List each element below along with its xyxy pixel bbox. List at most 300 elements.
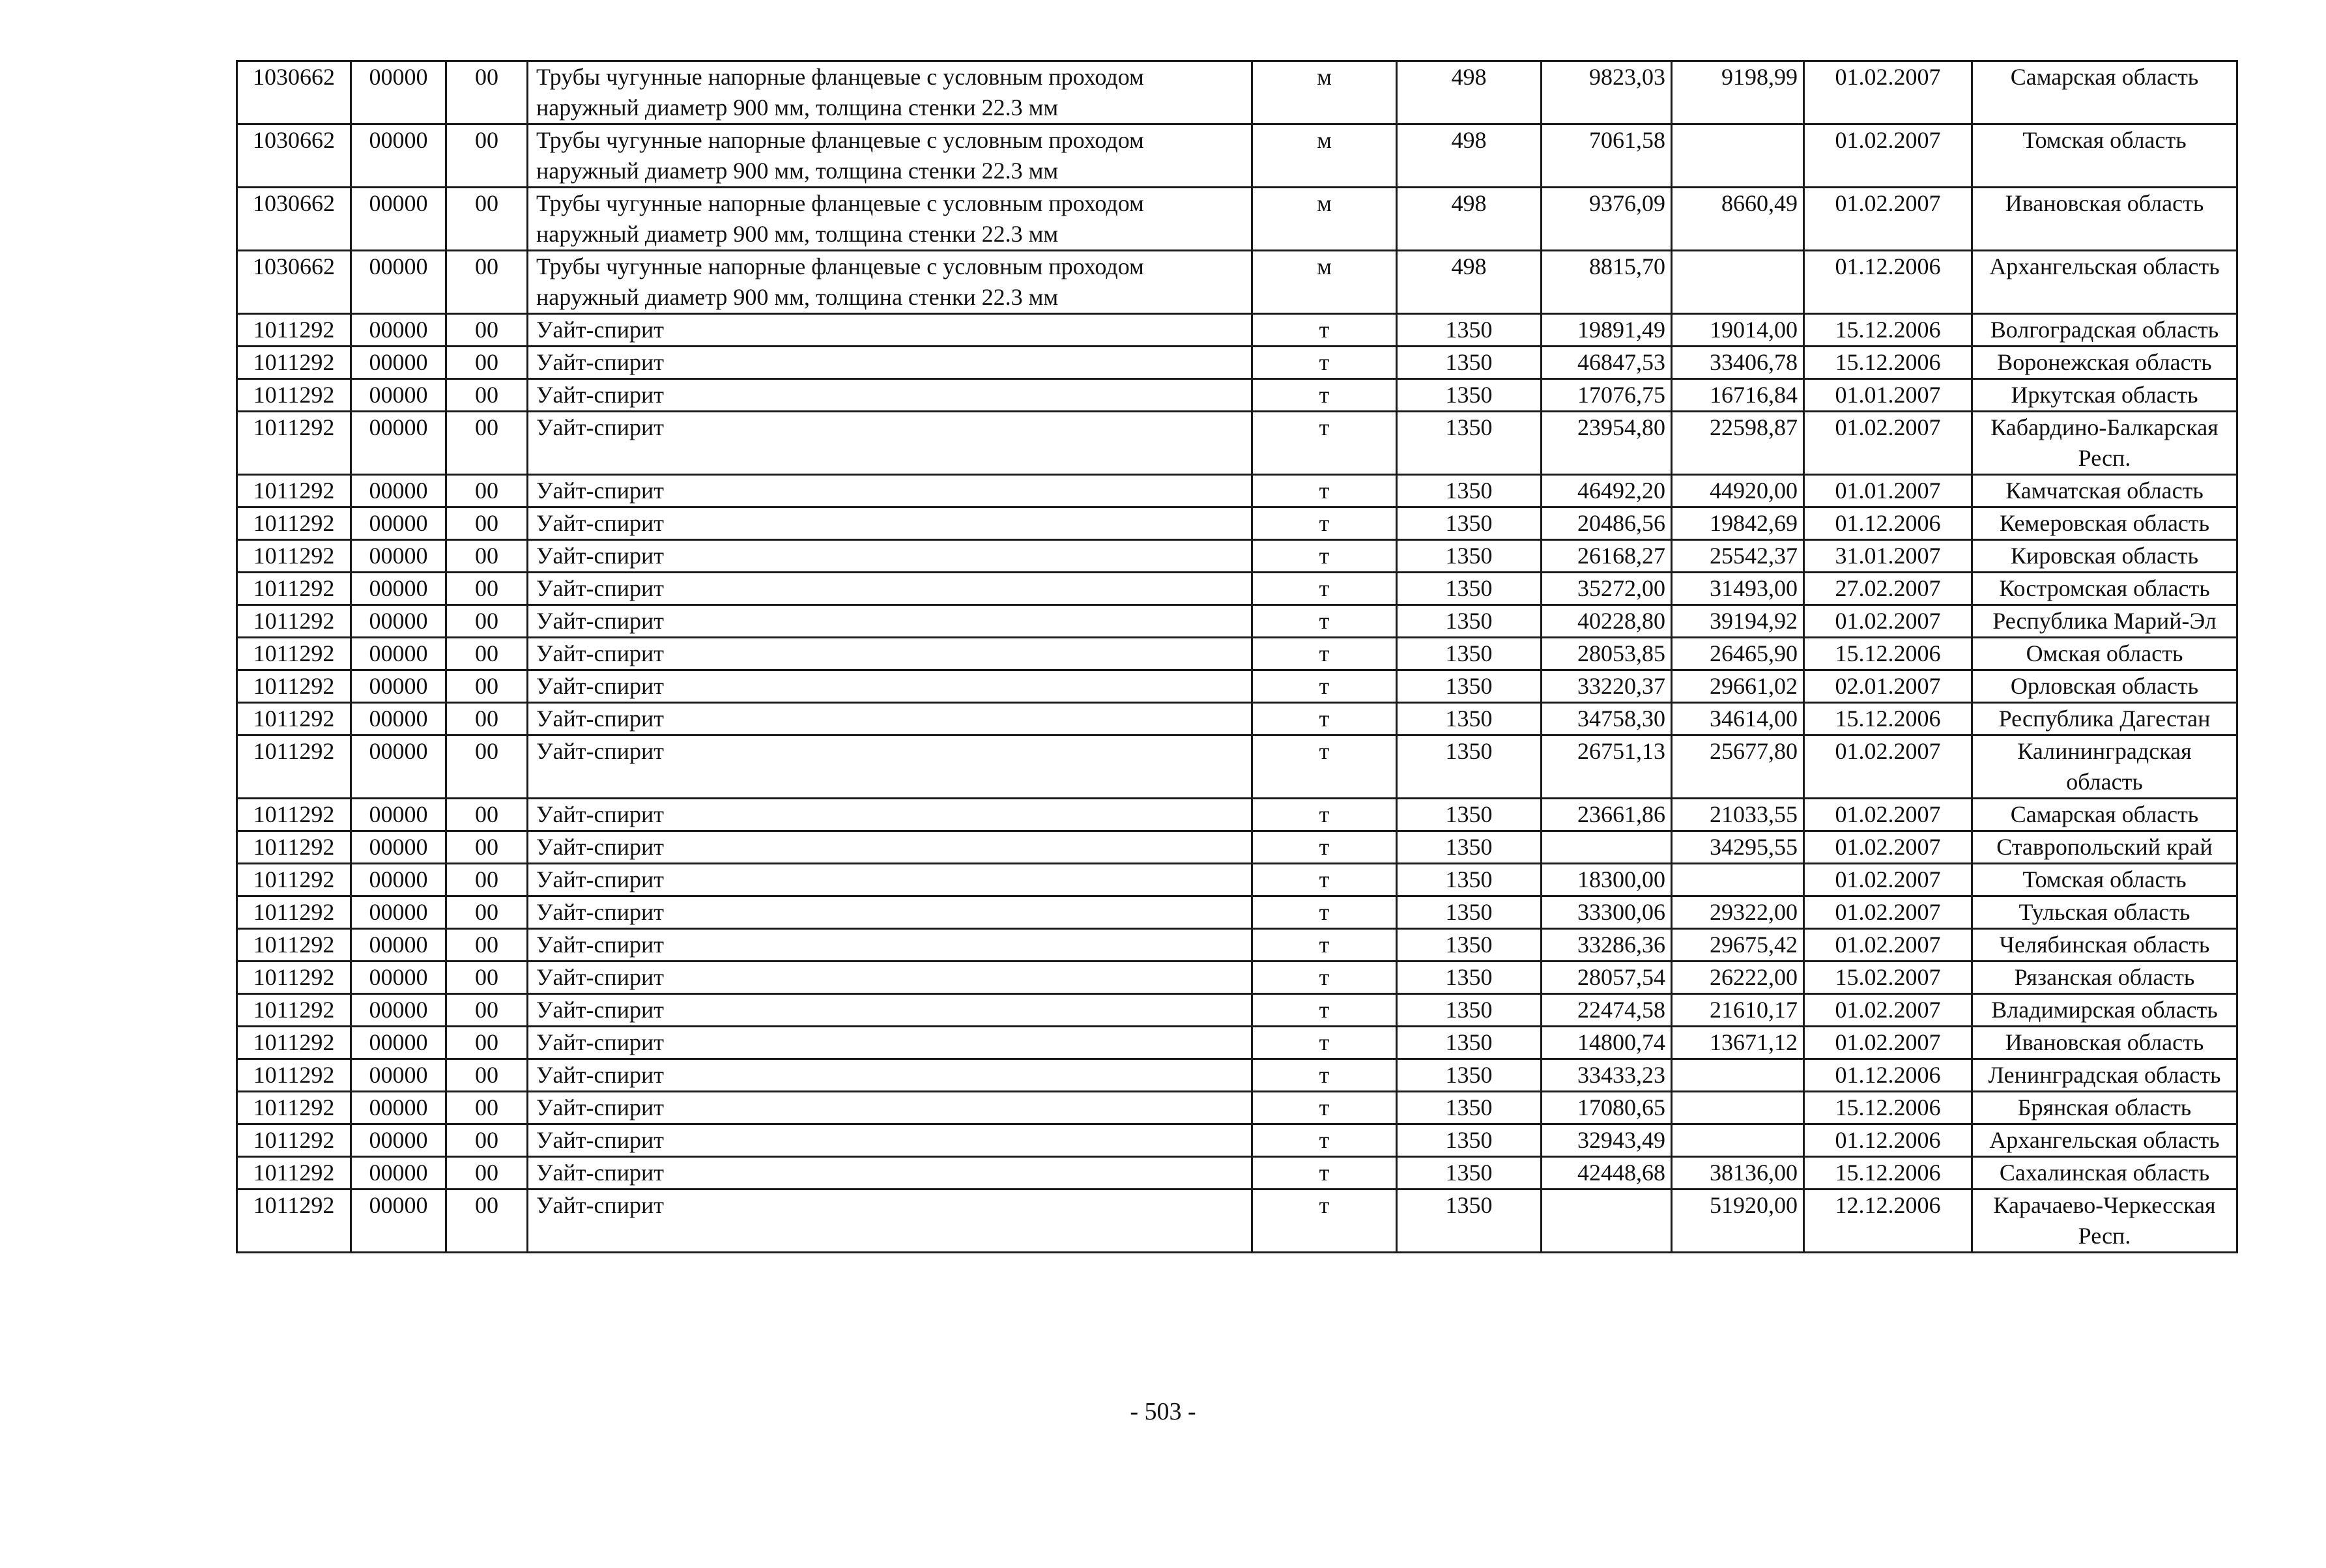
subcode-cell: 00000 — [351, 929, 446, 962]
price-excl-vat-cell: 26222,00 — [1672, 962, 1804, 994]
variant-cell: 00 — [446, 605, 528, 638]
region-cell: Самарская область — [1972, 799, 2237, 831]
price-excl-vat-cell: 38136,00 — [1672, 1157, 1804, 1190]
description-cell: Уайт-спирит — [528, 799, 1252, 831]
region-cell: Орловская область — [1972, 670, 2237, 703]
subcode-cell: 00000 — [351, 347, 446, 379]
price-cell: 17076,75 — [1542, 379, 1672, 412]
table-row — [237, 314, 2237, 347]
variant-cell: 00 — [446, 638, 528, 670]
unit-cell: т — [1252, 379, 1397, 412]
description-cell: Уайт-спирит — [528, 605, 1252, 638]
date-cell: 02.01.2007 — [1804, 670, 1972, 703]
region-cell: Архангельская область — [1972, 251, 2237, 314]
region-cell: Республика Дагестан — [1972, 703, 2237, 735]
region-cell: Владимирская область — [1972, 994, 2237, 1027]
unit-code-cell: 1350 — [1397, 1124, 1542, 1157]
subcode-cell: 00000 — [351, 1124, 446, 1157]
description-cell: Уайт-спирит — [528, 1059, 1252, 1092]
price-excl-vat-cell: 29661,02 — [1672, 670, 1804, 703]
code-cell: 1011292 — [237, 540, 351, 573]
unit-code-cell: 1350 — [1397, 1092, 1542, 1124]
table-row — [237, 638, 2237, 670]
unit-code-cell: 1350 — [1397, 573, 1542, 605]
subcode-cell: 00000 — [351, 735, 446, 799]
unit-code-cell: 1350 — [1397, 314, 1542, 347]
description-cell: Уайт-спирит — [528, 1027, 1252, 1059]
subcode-cell: 00000 — [351, 314, 446, 347]
price-excl-vat-cell: 34614,00 — [1672, 703, 1804, 735]
price-excl-vat-cell: 39194,92 — [1672, 605, 1804, 638]
table-row — [237, 831, 2237, 864]
unit-code-cell: 1350 — [1397, 896, 1542, 929]
region-cell: Воронежская область — [1972, 347, 2237, 379]
table-row — [237, 188, 2237, 251]
unit-cell: т — [1252, 314, 1397, 347]
subcode-cell: 00000 — [351, 188, 446, 251]
code-cell: 1011292 — [237, 831, 351, 864]
unit-code-cell: 1350 — [1397, 1027, 1542, 1059]
variant-cell: 00 — [446, 962, 528, 994]
price-cell: 7061,58 — [1542, 124, 1672, 188]
code-cell: 1011292 — [237, 573, 351, 605]
variant-cell: 00 — [446, 831, 528, 864]
variant-cell: 00 — [446, 540, 528, 573]
region-cell: Томская область — [1972, 864, 2237, 896]
date-cell: 15.12.2006 — [1804, 1157, 1972, 1190]
region-cell: Ивановская область — [1972, 188, 2237, 251]
unit-code-cell: 1350 — [1397, 735, 1542, 799]
unit-code-cell: 1350 — [1397, 799, 1542, 831]
subcode-cell: 00000 — [351, 831, 446, 864]
unit-code-cell: 1350 — [1397, 347, 1542, 379]
variant-cell: 00 — [446, 124, 528, 188]
price-cell: 26751,13 — [1542, 735, 1672, 799]
description-cell: Трубы чугунные напорные фланцевые с условным проходом наружный диаметр 900 мм, толщина стенки 22.3 мм — [528, 251, 1252, 314]
date-cell: 01.02.2007 — [1804, 124, 1972, 188]
table-row — [237, 1124, 2237, 1157]
subcode-cell: 00000 — [351, 1092, 446, 1124]
variant-cell: 00 — [446, 1124, 528, 1157]
price-excl-vat-cell: 22598,87 — [1672, 412, 1804, 475]
description-cell: Уайт-спирит — [528, 896, 1252, 929]
unit-cell: м — [1252, 61, 1397, 124]
unit-cell: т — [1252, 896, 1397, 929]
code-cell: 1030662 — [237, 124, 351, 188]
unit-code-cell: 1350 — [1397, 379, 1542, 412]
variant-cell: 00 — [446, 864, 528, 896]
variant-cell: 00 — [446, 929, 528, 962]
subcode-cell: 00000 — [351, 1190, 446, 1253]
date-cell: 01.01.2007 — [1804, 379, 1972, 412]
region-cell: Ставропольский край — [1972, 831, 2237, 864]
price-excl-vat-cell: 34295,55 — [1672, 831, 1804, 864]
date-cell: 27.02.2007 — [1804, 573, 1972, 605]
price-cell: 9376,09 — [1542, 188, 1672, 251]
price-cell: 28057,54 — [1542, 962, 1672, 994]
price-excl-vat-cell: 13671,12 — [1672, 1027, 1804, 1059]
code-cell: 1011292 — [237, 638, 351, 670]
price-cell: 33300,06 — [1542, 896, 1672, 929]
variant-cell: 00 — [446, 1190, 528, 1253]
subcode-cell: 00000 — [351, 124, 446, 188]
description-cell: Уайт-спирит — [528, 507, 1252, 540]
price-cell: 32943,49 — [1542, 1124, 1672, 1157]
price-cell — [1542, 1190, 1672, 1253]
description-cell: Уайт-спирит — [528, 1092, 1252, 1124]
date-cell: 01.02.2007 — [1804, 605, 1972, 638]
price-cell: 23954,80 — [1542, 412, 1672, 475]
variant-cell: 00 — [446, 799, 528, 831]
description-cell: Уайт-спирит — [528, 864, 1252, 896]
variant-cell: 00 — [446, 475, 528, 507]
date-cell: 15.12.2006 — [1804, 638, 1972, 670]
code-cell: 1011292 — [237, 412, 351, 475]
unit-code-cell: 1350 — [1397, 1059, 1542, 1092]
region-cell: Камчатская область — [1972, 475, 2237, 507]
unit-cell: т — [1252, 864, 1397, 896]
unit-code-cell: 498 — [1397, 251, 1542, 314]
table-row — [237, 605, 2237, 638]
table-row — [237, 507, 2237, 540]
date-cell: 01.02.2007 — [1804, 799, 1972, 831]
price-cell: 33220,37 — [1542, 670, 1672, 703]
region-cell: Карачаево-Черкесская Респ. — [1972, 1190, 2237, 1253]
code-cell: 1011292 — [237, 735, 351, 799]
table-row — [237, 540, 2237, 573]
table-row — [237, 412, 2237, 475]
price-cell: 23661,86 — [1542, 799, 1672, 831]
subcode-cell: 00000 — [351, 1027, 446, 1059]
unit-cell: м — [1252, 188, 1397, 251]
code-cell: 1011292 — [237, 1190, 351, 1253]
price-excl-vat-cell: 29675,42 — [1672, 929, 1804, 962]
price-excl-vat-cell: 19842,69 — [1672, 507, 1804, 540]
price-excl-vat-cell: 21033,55 — [1672, 799, 1804, 831]
table-row — [237, 1092, 2237, 1124]
code-cell: 1011292 — [237, 994, 351, 1027]
unit-code-cell: 1350 — [1397, 929, 1542, 962]
code-cell: 1011292 — [237, 314, 351, 347]
code-cell: 1011292 — [237, 347, 351, 379]
unit-cell: т — [1252, 1027, 1397, 1059]
variant-cell: 00 — [446, 251, 528, 314]
date-cell: 15.12.2006 — [1804, 347, 1972, 379]
description-cell: Уайт-спирит — [528, 314, 1252, 347]
date-cell: 15.12.2006 — [1804, 314, 1972, 347]
price-cell: 33286,36 — [1542, 929, 1672, 962]
region-cell: Челябинская область — [1972, 929, 2237, 962]
table-row — [237, 799, 2237, 831]
date-cell: 01.12.2006 — [1804, 1124, 1972, 1157]
subcode-cell: 00000 — [351, 540, 446, 573]
table-row — [237, 735, 2237, 799]
description-cell: Уайт-спирит — [528, 735, 1252, 799]
price-cell: 19891,49 — [1542, 314, 1672, 347]
description-cell: Уайт-спирит — [528, 573, 1252, 605]
table-row — [237, 896, 2237, 929]
table-row — [237, 379, 2237, 412]
unit-cell: т — [1252, 929, 1397, 962]
unit-cell: т — [1252, 573, 1397, 605]
unit-code-cell: 498 — [1397, 188, 1542, 251]
table-row — [237, 962, 2237, 994]
region-cell: Иркутская область — [1972, 379, 2237, 412]
region-cell: Архангельская область — [1972, 1124, 2237, 1157]
price-cell: 18300,00 — [1542, 864, 1672, 896]
subcode-cell: 00000 — [351, 799, 446, 831]
price-excl-vat-cell — [1672, 124, 1804, 188]
unit-code-cell: 498 — [1397, 61, 1542, 124]
page-number: - 503 - — [1130, 1398, 1196, 1425]
description-cell: Уайт-спирит — [528, 1190, 1252, 1253]
date-cell: 01.12.2006 — [1804, 251, 1972, 314]
unit-code-cell: 1350 — [1397, 412, 1542, 475]
price-cell: 28053,85 — [1542, 638, 1672, 670]
price-excl-vat-cell — [1672, 1059, 1804, 1092]
unit-code-cell: 1350 — [1397, 962, 1542, 994]
unit-code-cell: 1350 — [1397, 1157, 1542, 1190]
price-cell — [1542, 831, 1672, 864]
price-cell: 34758,30 — [1542, 703, 1672, 735]
code-cell: 1030662 — [237, 188, 351, 251]
subcode-cell: 00000 — [351, 605, 446, 638]
region-cell: Омская область — [1972, 638, 2237, 670]
variant-cell: 00 — [446, 670, 528, 703]
price-excl-vat-cell: 29322,00 — [1672, 896, 1804, 929]
description-cell: Уайт-спирит — [528, 347, 1252, 379]
subcode-cell: 00000 — [351, 670, 446, 703]
unit-cell: м — [1252, 251, 1397, 314]
description-cell: Трубы чугунные напорные фланцевые с условным проходом наружный диаметр 900 мм, толщина стенки 22.3 мм — [528, 61, 1252, 124]
price-excl-vat-cell: 31493,00 — [1672, 573, 1804, 605]
code-cell: 1030662 — [237, 61, 351, 124]
table-row — [237, 864, 2237, 896]
description-cell: Трубы чугунные напорные фланцевые с условным проходом наружный диаметр 900 мм, толщина стенки 22.3 мм — [528, 188, 1252, 251]
region-cell: Республика Марий-Эл — [1972, 605, 2237, 638]
region-cell: Ивановская область — [1972, 1027, 2237, 1059]
price-excl-vat-cell: 33406,78 — [1672, 347, 1804, 379]
region-cell: Кировская область — [1972, 540, 2237, 573]
unit-cell: т — [1252, 347, 1397, 379]
price-excl-vat-cell: 8660,49 — [1672, 188, 1804, 251]
unit-cell: т — [1252, 703, 1397, 735]
price-excl-vat-cell: 16716,84 — [1672, 379, 1804, 412]
table-row — [237, 703, 2237, 735]
region-cell: Калининградская область — [1972, 735, 2237, 799]
unit-cell: т — [1252, 1124, 1397, 1157]
subcode-cell: 00000 — [351, 638, 446, 670]
code-cell: 1011292 — [237, 1157, 351, 1190]
unit-cell: т — [1252, 507, 1397, 540]
region-cell: Ленинградская область — [1972, 1059, 2237, 1092]
subcode-cell: 00000 — [351, 962, 446, 994]
unit-cell: т — [1252, 962, 1397, 994]
price-excl-vat-cell: 21610,17 — [1672, 994, 1804, 1027]
unit-cell: т — [1252, 1157, 1397, 1190]
variant-cell: 00 — [446, 896, 528, 929]
price-excl-vat-cell — [1672, 1124, 1804, 1157]
subcode-cell: 00000 — [351, 1059, 446, 1092]
variant-cell: 00 — [446, 314, 528, 347]
code-cell: 1030662 — [237, 251, 351, 314]
unit-cell: т — [1252, 831, 1397, 864]
price-cell: 9823,03 — [1542, 61, 1672, 124]
unit-code-cell: 1350 — [1397, 864, 1542, 896]
unit-code-cell: 1350 — [1397, 831, 1542, 864]
region-cell: Брянская область — [1972, 1092, 2237, 1124]
unit-code-cell: 1350 — [1397, 703, 1542, 735]
price-cell: 46492,20 — [1542, 475, 1672, 507]
code-cell: 1011292 — [237, 1027, 351, 1059]
price-cell: 22474,58 — [1542, 994, 1672, 1027]
description-cell: Уайт-спирит — [528, 670, 1252, 703]
date-cell: 01.02.2007 — [1804, 831, 1972, 864]
unit-code-cell: 1350 — [1397, 507, 1542, 540]
code-cell: 1011292 — [237, 1124, 351, 1157]
price-cell: 17080,65 — [1542, 1092, 1672, 1124]
date-cell: 12.12.2006 — [1804, 1190, 1972, 1253]
date-cell: 01.02.2007 — [1804, 994, 1972, 1027]
price-excl-vat-cell: 26465,90 — [1672, 638, 1804, 670]
price-cell: 46847,53 — [1542, 347, 1672, 379]
date-cell: 01.02.2007 — [1804, 188, 1972, 251]
table-row — [237, 1059, 2237, 1092]
variant-cell: 00 — [446, 994, 528, 1027]
table-row — [237, 929, 2237, 962]
date-cell: 01.02.2007 — [1804, 929, 1972, 962]
unit-code-cell: 1350 — [1397, 540, 1542, 573]
code-cell: 1011292 — [237, 379, 351, 412]
price-cell: 35272,00 — [1542, 573, 1672, 605]
subcode-cell: 00000 — [351, 475, 446, 507]
date-cell: 01.02.2007 — [1804, 896, 1972, 929]
variant-cell: 00 — [446, 703, 528, 735]
code-cell: 1011292 — [237, 896, 351, 929]
code-cell: 1011292 — [237, 1059, 351, 1092]
price-cell: 8815,70 — [1542, 251, 1672, 314]
variant-cell: 00 — [446, 573, 528, 605]
unit-cell: т — [1252, 1092, 1397, 1124]
price-excl-vat-cell — [1672, 864, 1804, 896]
code-cell: 1011292 — [237, 864, 351, 896]
price-cell: 26168,27 — [1542, 540, 1672, 573]
subcode-cell: 00000 — [351, 1157, 446, 1190]
date-cell: 01.02.2007 — [1804, 61, 1972, 124]
date-cell: 31.01.2007 — [1804, 540, 1972, 573]
price-cell: 33433,23 — [1542, 1059, 1672, 1092]
price-excl-vat-cell: 19014,00 — [1672, 314, 1804, 347]
unit-cell: т — [1252, 1190, 1397, 1253]
price-cell: 20486,56 — [1542, 507, 1672, 540]
code-cell: 1011292 — [237, 929, 351, 962]
table-row — [237, 994, 2237, 1027]
code-cell: 1011292 — [237, 507, 351, 540]
subcode-cell: 00000 — [351, 703, 446, 735]
table-row — [237, 1027, 2237, 1059]
code-cell: 1011292 — [237, 670, 351, 703]
region-cell: Костромская область — [1972, 573, 2237, 605]
subcode-cell: 00000 — [351, 507, 446, 540]
region-cell: Томская область — [1972, 124, 2237, 188]
price-excl-vat-cell: 51920,00 — [1672, 1190, 1804, 1253]
description-cell: Уайт-спирит — [528, 475, 1252, 507]
price-cell: 40228,80 — [1542, 605, 1672, 638]
description-cell: Уайт-спирит — [528, 831, 1252, 864]
variant-cell: 00 — [446, 412, 528, 475]
subcode-cell: 00000 — [351, 412, 446, 475]
table-row — [237, 251, 2237, 314]
variant-cell: 00 — [446, 347, 528, 379]
price-cell: 14800,74 — [1542, 1027, 1672, 1059]
date-cell: 01.12.2006 — [1804, 507, 1972, 540]
price-excl-vat-cell: 25677,80 — [1672, 735, 1804, 799]
table-body — [237, 61, 2237, 1253]
price-cell: 42448,68 — [1542, 1157, 1672, 1190]
subcode-cell: 00000 — [351, 994, 446, 1027]
variant-cell: 00 — [446, 188, 528, 251]
variant-cell: 00 — [446, 61, 528, 124]
subcode-cell: 00000 — [351, 251, 446, 314]
code-cell: 1011292 — [237, 475, 351, 507]
variant-cell: 00 — [446, 735, 528, 799]
table-row — [237, 124, 2237, 188]
table-row — [237, 1157, 2237, 1190]
unit-cell: т — [1252, 799, 1397, 831]
description-cell: Уайт-спирит — [528, 929, 1252, 962]
date-cell: 01.02.2007 — [1804, 1027, 1972, 1059]
unit-code-cell: 1350 — [1397, 994, 1542, 1027]
region-cell: Тульская область — [1972, 896, 2237, 929]
unit-cell: т — [1252, 605, 1397, 638]
price-excl-vat-cell: 44920,00 — [1672, 475, 1804, 507]
table-row — [237, 670, 2237, 703]
description-cell: Уайт-спирит — [528, 540, 1252, 573]
variant-cell: 00 — [446, 1092, 528, 1124]
subcode-cell: 00000 — [351, 573, 446, 605]
price-table — [236, 60, 2238, 1253]
unit-code-cell: 1350 — [1397, 605, 1542, 638]
code-cell: 1011292 — [237, 703, 351, 735]
region-cell: Рязанская область — [1972, 962, 2237, 994]
price-excl-vat-cell — [1672, 1092, 1804, 1124]
date-cell: 01.02.2007 — [1804, 864, 1972, 896]
variant-cell: 00 — [446, 379, 528, 412]
description-cell: Уайт-спирит — [528, 962, 1252, 994]
unit-cell: т — [1252, 735, 1397, 799]
code-cell: 1011292 — [237, 799, 351, 831]
unit-cell: т — [1252, 475, 1397, 507]
code-cell: 1011292 — [237, 1092, 351, 1124]
description-cell: Уайт-спирит — [528, 412, 1252, 475]
table-row — [237, 61, 2237, 124]
date-cell: 01.02.2007 — [1804, 412, 1972, 475]
date-cell: 01.01.2007 — [1804, 475, 1972, 507]
unit-code-cell: 1350 — [1397, 670, 1542, 703]
date-cell: 15.12.2006 — [1804, 1092, 1972, 1124]
unit-code-cell: 498 — [1397, 124, 1542, 188]
code-cell: 1011292 — [237, 605, 351, 638]
subcode-cell: 00000 — [351, 61, 446, 124]
variant-cell: 00 — [446, 507, 528, 540]
description-cell: Уайт-спирит — [528, 994, 1252, 1027]
date-cell: 15.12.2006 — [1804, 703, 1972, 735]
region-cell: Кемеровская область — [1972, 507, 2237, 540]
unit-code-cell: 1350 — [1397, 1190, 1542, 1253]
unit-cell: м — [1252, 124, 1397, 188]
region-cell: Волгоградская область — [1972, 314, 2237, 347]
table-row — [237, 573, 2237, 605]
